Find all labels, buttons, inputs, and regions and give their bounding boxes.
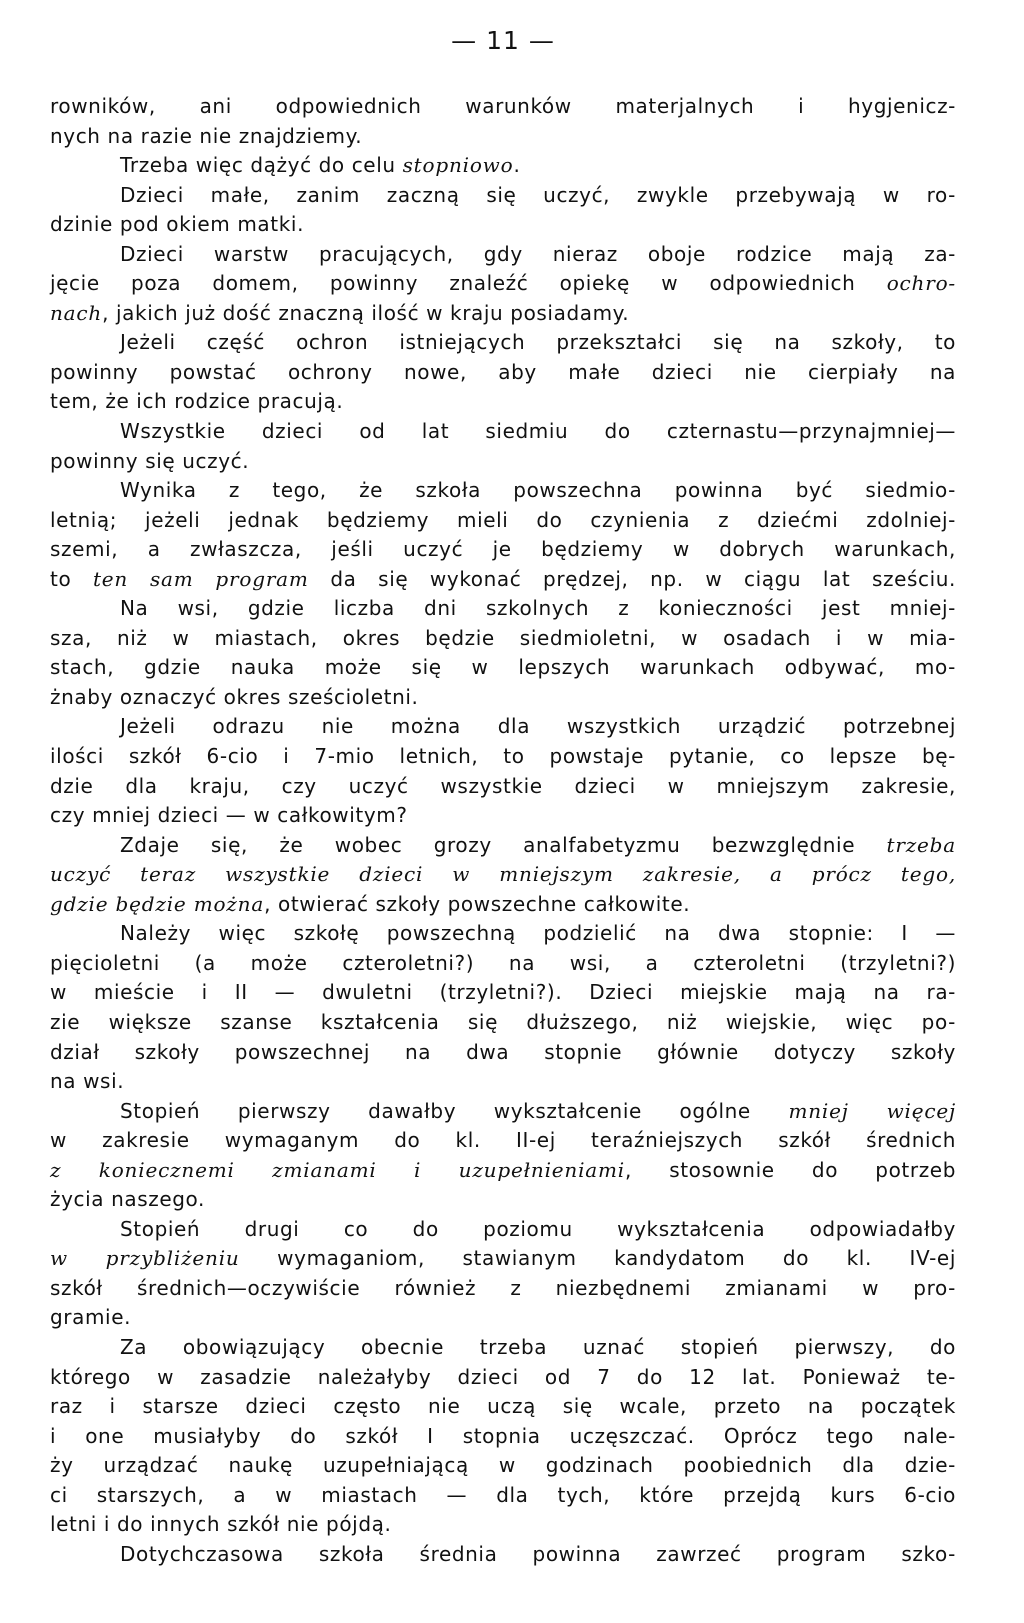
text-line [50, 1481, 956, 1511]
text-span: Wynika z tego, że szkoła powszechna powinna być siedmio- [120, 478, 956, 503]
text-span: Za obowiązujący obecnie trzeba uznać stopień pierwszy, do [120, 1334, 956, 1359]
text-line [50, 506, 956, 536]
text-span: szemi, a zwłaszcza, jeśli uczyć je będziemy w dobrych warunkach, [50, 537, 956, 562]
text-line [50, 181, 956, 211]
text-span: , stosownie do potrzeb [624, 1157, 956, 1182]
page-number: — 11 — [451, 26, 555, 55]
italic-text: stopniowo [402, 153, 514, 178]
text-line [50, 535, 956, 565]
text-span: . [513, 153, 521, 178]
text-line [50, 565, 956, 595]
text-line [50, 1540, 956, 1570]
text-span: ży urządzać naukę uzupełniającą w godzinach poobiednich dla dzie- [50, 1453, 956, 1478]
italic-text: uczyć teraz wszystkie dzieci w mniejszym zakresie, a prócz tego, [50, 862, 956, 887]
italic-text: w przybliżeniu [50, 1246, 240, 1271]
text-line [50, 624, 956, 654]
text-line [50, 328, 956, 358]
text-span: Dzieci małe, zanim zaczną się uczyć, zwykle przebywają w ro- [120, 182, 956, 207]
text-span: dzie dla kraju, czy uczyć wszystkie dzieci w mniejszym zakresie, [50, 773, 956, 798]
text-span: sza, niż w miastach, okres będzie siedmioletni, w osadach i w mia- [50, 625, 956, 650]
text-span: w mieście i II — dwuletni (trzyletni?). Dzieci miejskie mają na ra- [50, 980, 956, 1005]
text-span: którego w zasadzie należałyby dzieci od 7 do 12 lat. Ponieważ te- [50, 1364, 956, 1389]
text-line [50, 919, 956, 949]
text-line [50, 299, 956, 329]
text-line [50, 860, 956, 890]
italic-text: nach [50, 300, 103, 325]
text-line [50, 978, 956, 1008]
text-line [50, 1038, 956, 1068]
text-span: dział szkoły powszechnej na dwa stopnie głównie dotyczy szkoły [50, 1039, 956, 1064]
text-line [50, 594, 956, 624]
text-span: to [50, 566, 93, 591]
text-span: da się wykonać prędzej, np. w ciągu lat sześciu. [308, 566, 956, 591]
text-line [50, 1363, 956, 1393]
text-span: letnią; jeżeli jednak będziemy mieli do czynienia z dziećmi zdolniej- [50, 507, 956, 532]
text-line [50, 1274, 956, 1304]
text-line [50, 801, 956, 831]
text-span: Dzieci warstw pracujących, gdy nieraz oboje rodzice mają za- [120, 241, 956, 266]
text-span: i one musiałyby do szkół I stopnia uczęszczać. Oprócz tego nale- [50, 1423, 956, 1448]
text-line [50, 210, 956, 240]
text-line [50, 1422, 956, 1452]
italic-text: gdzie będzie można [50, 891, 265, 916]
text-line [50, 358, 956, 388]
text-span: jęcie poza domem, powinny znaleźć opiekę w odpowiednich [50, 271, 887, 296]
text-line [50, 683, 956, 713]
text-span: gramie. [50, 1305, 132, 1330]
text-span: Stopień drugi co do poziomu wykształcenia odpowiadałby [120, 1216, 956, 1241]
text-span: stach, gdzie nauka może się w lepszych warunkach odbywać, mo- [50, 655, 956, 680]
text-line [50, 1244, 956, 1274]
text-line [50, 387, 956, 417]
text-span: życia naszego. [50, 1187, 205, 1212]
text-span: Zdaje się, że wobec grozy analfabetyzmu bezwzględnie [120, 832, 887, 857]
text-span: ci starszych, a w miastach — dla tych, które przejdą kurs 6-cio [50, 1482, 956, 1507]
text-line [50, 1097, 956, 1127]
text-line [50, 1185, 956, 1215]
body-text [50, 92, 956, 1569]
text-span: na wsi. [50, 1069, 125, 1094]
text-line [50, 240, 956, 270]
text-span: Jeżeli część ochron istniejących przekształci się na szkoły, to [120, 330, 956, 355]
text-span: wymaganiom, stawianym kandydatom do kl. IV-ej [239, 1246, 956, 1271]
text-line [50, 772, 956, 802]
text-line [50, 1510, 956, 1540]
text-line [50, 890, 956, 920]
text-line [50, 476, 956, 506]
text-line [50, 949, 956, 979]
text-line [50, 1333, 956, 1363]
text-span: pięcioletni (a może czteroletni?) na wsi, a czteroletni (trzyletni?) [50, 950, 956, 975]
text-line [50, 653, 956, 683]
text-span: ilości szkół 6-cio i 7-mio letnich, to powstaje pytanie, co lepsze bę- [50, 744, 956, 769]
text-line [50, 1303, 956, 1333]
text-span: , otwierać szkoły powszechne całkowite. [264, 891, 691, 916]
text-span: tem, że ich rodzice pracują. [50, 389, 344, 414]
text-span: Na wsi, gdzie liczba dni szkolnych z konieczności jest mniej- [120, 596, 956, 621]
text-line [50, 1156, 956, 1186]
text-span: rowników, ani odpowiednich warunków materjalnych i hygjenicz- [50, 94, 956, 118]
text-span: letni i do innych szkół nie pójdą. [50, 1512, 392, 1537]
italic-text: z koniecznemi zmianami i uzupełnieniami [50, 1157, 625, 1182]
text-line [50, 831, 956, 861]
text-span: powinny się uczyć. [50, 448, 250, 473]
italic-text: ten sam program [92, 566, 309, 591]
text-line [50, 151, 956, 181]
text-line [50, 1451, 956, 1481]
text-span: Dotychczasowa szkoła średnia powinna zawrzeć program szko- [120, 1541, 956, 1566]
text-span: Jeżeli odrazu nie można dla wszystkich urządzić potrzebnej [120, 714, 956, 739]
text-line [50, 1215, 956, 1245]
italic-text: trzeba [886, 832, 956, 857]
text-line [50, 269, 956, 299]
text-span: zie większe szanse kształcenia się dłuższego, niż wiejskie, więc po- [50, 1009, 956, 1034]
text-line [50, 712, 956, 742]
text-line [50, 1392, 956, 1422]
italic-text: ochro- [886, 271, 956, 296]
text-line [50, 1067, 956, 1097]
text-span: czy mniej dzieci — w całkowitym? [50, 803, 408, 828]
text-span: w zakresie wymaganym do kl. II-ej teraźniejszych szkół średnich [50, 1128, 956, 1153]
text-span: raz i starsze dzieci często nie uczą się wcale, przeto na początek [50, 1394, 956, 1419]
text-span: nych na razie nie znajdziemy. [50, 123, 363, 148]
text-line [50, 417, 956, 447]
text-line [50, 1126, 956, 1156]
text-span: Należy więc szkołę powszechną podzielić na dwa stopnie: I — [120, 921, 956, 946]
text-span: Wszystkie dzieci od lat siedmiu do czternastu—przynajmniej— [120, 419, 956, 444]
italic-text: mniej więcej [788, 1098, 956, 1123]
text-span: powinny powstać ochrony nowe, aby małe dzieci nie cierpiały na [50, 359, 956, 384]
text-span: dzinie pod okiem matki. [50, 212, 305, 237]
text-line [50, 1008, 956, 1038]
text-span: Stopień pierwszy dawałby wykształcenie ogólne [120, 1098, 789, 1123]
text-span: żnaby oznaczyć okres sześcioletni. [50, 684, 419, 709]
text-line [50, 447, 956, 477]
text-line [50, 742, 956, 772]
text-span: Trzeba więc dążyć do celu [120, 153, 403, 178]
text-line [50, 122, 956, 152]
text-line [50, 92, 956, 122]
text-span: , jakich już dość znaczną ilość w kraju posiadamy. [102, 300, 630, 325]
text-span: szkół średnich—oczywiście również z niezbędnemi zmianami w pro- [50, 1275, 956, 1300]
